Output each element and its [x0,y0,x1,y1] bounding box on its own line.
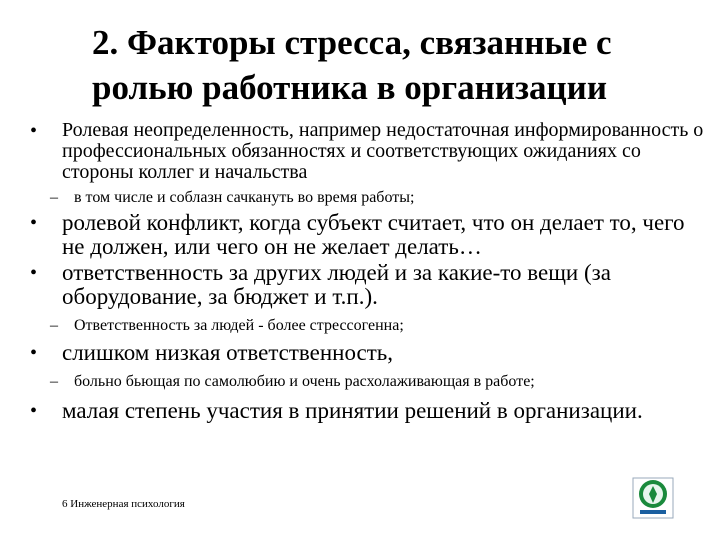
slide-title [92,20,692,110]
sub-list-item-text: в том числе и соблазн сачкануть во время работы; [74,189,415,206]
bullet-list [24,120,704,423]
sub-list-item-text: Ответственность за людей - более стрессогенна; [74,317,404,334]
dash-marker: – [50,189,58,206]
sub-list-item [24,372,704,391]
dash-marker: – [50,373,58,390]
bullet-marker: • [30,212,38,234]
list-item [24,399,704,423]
list-item-text: ролевой конфликт, когда субъект считает, что он делает то, чего не должен, или чего он не желает делать… [62,210,685,259]
list-item-text: Ролевая неопределенность, например недостаточная информированность о профессиональных обязанностях и соответствующих ожиданиях со стороны коллег и начальства [62,119,704,183]
list-item [24,211,704,259]
sub-list-item-text: больно бьющая по самолюбию и очень расхолаживающая в работе; [74,373,535,390]
bullet-marker: • [30,262,38,284]
university-logo-icon [632,477,674,519]
list-item [24,341,704,365]
list-item [24,120,704,183]
list-item-text: ответственность за других людей и за какие-то вещи (за оборудование, за бюджет и т.п.). [62,260,611,309]
list-item [24,261,704,309]
list-item-text: слишком низкая ответственность, [62,340,394,365]
bullet-marker: • [30,400,38,422]
bullet-marker: • [30,342,38,364]
bullet-marker: • [30,120,38,142]
dash-marker: – [50,317,58,334]
title-line-2: ролью работника в организации [92,68,608,107]
sub-list-item [24,316,704,335]
list-item-text: малая степень участия в принятии решений в организации. [62,398,643,423]
title-line-1: 2. Факторы стресса, связанные с [92,23,612,62]
sub-list-item [24,188,704,207]
slide-footer: 6 Инженерная психология [62,498,185,510]
